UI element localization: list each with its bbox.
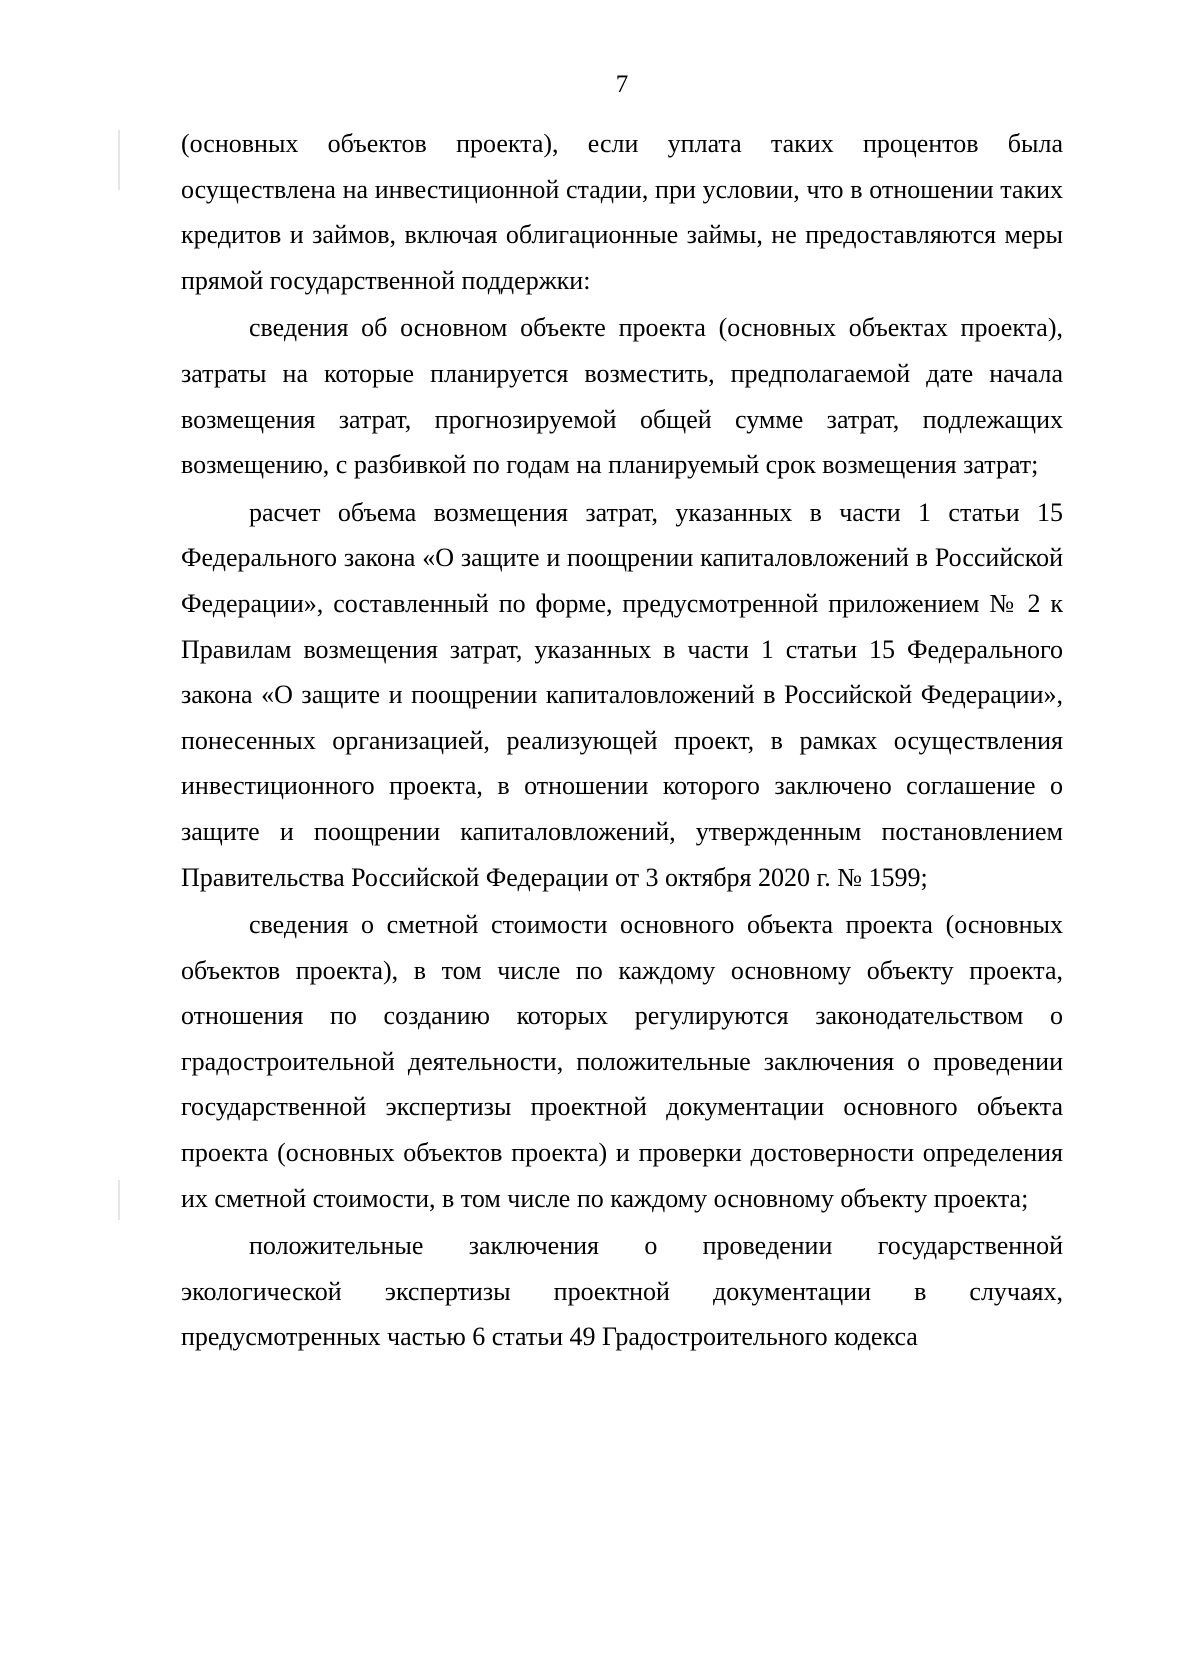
paragraph: положительные заключения о проведении государственной экологической экспертизы проектной документации в случаях, предусмотренных частью 6 статьи 49 Градостроительного кодекса bbox=[181, 1231, 1063, 1352]
paragraph: (основных объектов проекта), если уплата таких процентов была осуществлена на инвестиционной стадии, при условии, что в отношении таких кредитов и займов, включая облигационные займы, не предоставляются меры прямой государственной поддержки: bbox=[181, 129, 1063, 295]
scan-margin-mark bbox=[118, 1180, 120, 1220]
paragraph: сведения об основном объекте проекта (основных объектах проекта), затраты на которые планируется возместить, предполагаемой дате начала возмещения затрат, прогнозируемой общей сумме затрат, подлежащих возмещению, с разбивкой по годам на планируемый срок возмещения затрат; bbox=[181, 313, 1063, 480]
document-body bbox=[181, 121, 1063, 1360]
paragraph: сведения о сметной стоимости основного объекта проекта (основных объектов проекта), в том числе по каждому основному объекту проекта, отношения по созданию которых регулируются законодательством о градостроительной деятельности, положительные заключения о проведении государственной экспертизы проектной документации основного объекта проекта (основных объектов проекта) и проверки достоверности определения их сметной стоимости, в том числе по каждому основному объекту проекта; bbox=[181, 910, 1063, 1213]
scan-margin-mark bbox=[118, 130, 120, 190]
page-number: 7 bbox=[615, 71, 629, 98]
paragraph: расчет объема возмещения затрат, указанных в части 1 статьи 15 Федерального закона «О защите и поощрении капиталовложений в Российской Федерации», составленный по форме, предусмотренной приложением № 2 к Правилам возмещения затрат, указанных в части 1 статьи 15 Федерального закона «О защите и поощрении капиталовложений в Российской Федерации», понесенных организацией, реализующей проект, в рамках осуществления инвестиционного проекта, в отношении которого заключено соглашение о защите и поощрении капиталовложений, утвержденным постановлением Правительства Российской Федерации от 3 октября 2020 г. № 1599; bbox=[181, 497, 1063, 892]
